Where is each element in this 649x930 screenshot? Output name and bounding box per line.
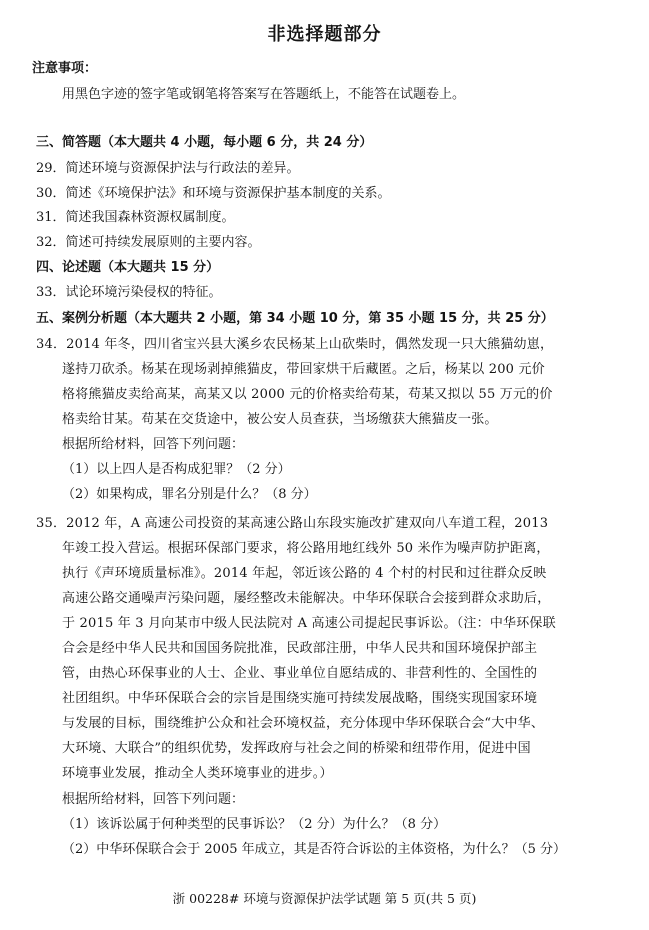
notice-heading: 注意事项： bbox=[32, 61, 98, 76]
question-35-prompt: 根据所给材料，回答下列问题： bbox=[62, 792, 245, 807]
question-34-line-4: 格卖给甘某。苟某在交货途中，被公安人员查获，当场缴获大熊猫皮一张。 bbox=[62, 412, 498, 427]
question-34-sub-1: （1）以上四人是否构成犯罪？（2 分） bbox=[62, 462, 291, 477]
question-35-line-5: 于 2015 年 3 月向某市中级人民法院对 A 高速公司提起民事诉讼。（注：中华环保联 bbox=[62, 616, 556, 631]
question-34-line-1: 34．2014 年冬，四川省宝兴县大溪乡农民杨某上山砍柴时，偶然发现一只大熊猫幼崽， bbox=[36, 337, 554, 352]
notice-text: 用黑色字迹的签字笔或钢笔将答案写在答题纸上，不能答在试题卷上。 bbox=[62, 87, 466, 102]
question-35-line-3: 执行《声环境质量标准》。2014 年起，邻近该公路的 4 个村的村民和过往群众反映 bbox=[62, 566, 547, 581]
section4-heading: 四、论述题（本大题共 15 分） bbox=[36, 260, 220, 275]
question-35-line-2: 年竣工投入营运。根据环保部门要求，将公路用地红线外 50 米作为噪声防护距离， bbox=[62, 541, 550, 556]
question-31: 31．简述我国森林资源权属制度。 bbox=[36, 210, 235, 225]
question-35-line-10: 大环境、大联合”的组织优势，发挥政府与社会之间的桥梁和纽带作用，促进中国 bbox=[62, 741, 531, 756]
section3-heading: 三、简答题（本大题共 4 小题，每小题 6 分，共 24 分） bbox=[36, 135, 373, 150]
question-35-line-7: 管，由热心环保事业的人士、企业、事业单位自愿结成的、非营利性的、全国性的 bbox=[62, 666, 538, 681]
question-35-sub-2: （2）中华环保联合会于 2005 年成立，其是否符合诉讼的主体资格，为什么？（5 分） bbox=[62, 842, 567, 857]
section5-heading: 五、案例分析题（本大题共 2 小题，第 34 小题 10 分，第 35 小题 15 分，共 25 分） bbox=[36, 311, 554, 326]
question-35-line-8: 社团组织。中华环保联合会的宗旨是围绕实施可持续发展战略，围绕实现国家环境 bbox=[62, 691, 538, 706]
question-33: 33．试论环境污染侵权的特征。 bbox=[36, 285, 222, 300]
question-35-line-6: 合会是经中华人民共和国国务院批准，民政部注册，中华人民共和国环境保护部主 bbox=[62, 641, 538, 656]
question-29: 29．简述环境与资源保护法与行政法的差异。 bbox=[36, 161, 300, 176]
question-35-line-4: 高速公路交通噪声污染问题，屡经整改未能解决。中华环保联合会接到群众求助后， bbox=[62, 591, 551, 606]
page-title: 非选择题部分 bbox=[267, 24, 382, 45]
page-footer: 浙 00228# 环境与资源保护法学试题 第 5 页(共 5 页) bbox=[172, 891, 477, 906]
question-34-prompt: 根据所给材料，回答下列问题： bbox=[62, 437, 245, 452]
question-35-line-11: 环境事业发展，推动全人类环境事业的进步。） bbox=[62, 766, 333, 781]
question-32: 32．简述可持续发展原则的主要内容。 bbox=[36, 235, 261, 250]
question-34-line-2: 遂持刀砍杀。杨某在现场剥掉熊猫皮，带回家烘干后藏匿。之后，杨某以 200 元价 bbox=[62, 362, 545, 377]
question-30: 30．简述《环境保护法》和环境与资源保护基本制度的关系。 bbox=[36, 186, 391, 201]
question-35-line-9: 与发展的目标，围绕维护公众和社会环境权益，充分体现中华环保联合会“大中华、 bbox=[62, 716, 545, 731]
question-34-line-3: 格将熊猫皮卖给高某，高某又以 2000 元的价格卖给苟某，苟某又拟以 55 万元的价 bbox=[62, 387, 553, 402]
question-35-sub-1: （1）该诉讼属于何种类型的民事诉讼？（2 分）为什么？（8 分） bbox=[62, 817, 447, 832]
question-35-line-1: 35．2012 年，A 高速公司投资的某高速公路山东段实施改扩建双向八车道工程，2013 bbox=[36, 516, 549, 531]
question-34-sub-2: （2）如果构成，罪名分别是什么？（8 分） bbox=[62, 487, 317, 502]
